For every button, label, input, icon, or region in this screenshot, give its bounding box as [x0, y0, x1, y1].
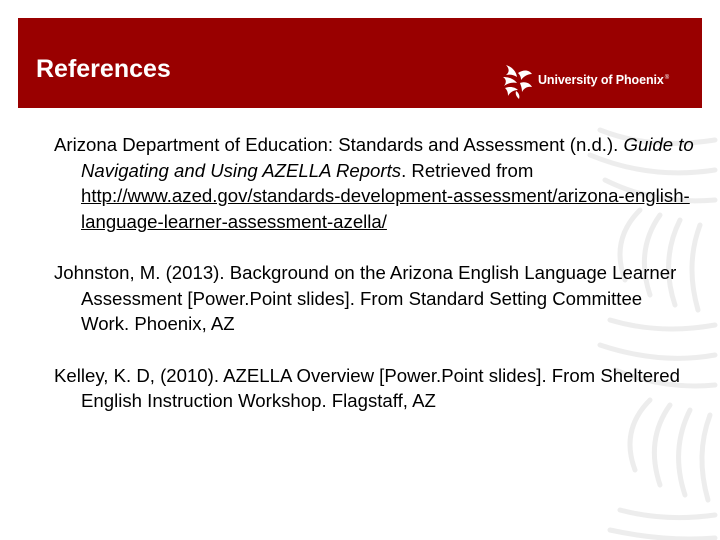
reference-list: [54, 132, 694, 440]
slide-title: References: [36, 55, 171, 83]
reference-link[interactable]: http://www.azed.gov/standards-development-assessment/arizona-english-language-learner-assessment-azella/: [81, 185, 690, 232]
university-logo: [500, 60, 669, 100]
reference-text: Arizona Department of Education: Standards and Assessment (n.d.).: [54, 134, 624, 155]
reference-item: Johnston, M. (2013). Background on the Arizona English Language Learner Assessment [Power.Point slides]. From Standard Setting Committee Work. Phoenix, AZ: [54, 262, 677, 334]
reference-item: [54, 132, 694, 234]
phoenix-bird-icon: [500, 61, 534, 99]
reference-item: Kelley, K. D, (2010). AZELLA Overview [Power.Point slides]. From Sheltered English Instruction Workshop. Flagstaff, AZ: [54, 364, 680, 411]
reference-title-italic: Guide to Navigating and Using AZELLA Reports: [81, 134, 694, 181]
reference-text: . Retrieved from: [401, 159, 534, 181]
logo-name: University of Phoenix: [538, 73, 664, 87]
logo-text: [538, 73, 669, 87]
registered-mark: ®: [664, 74, 670, 81]
